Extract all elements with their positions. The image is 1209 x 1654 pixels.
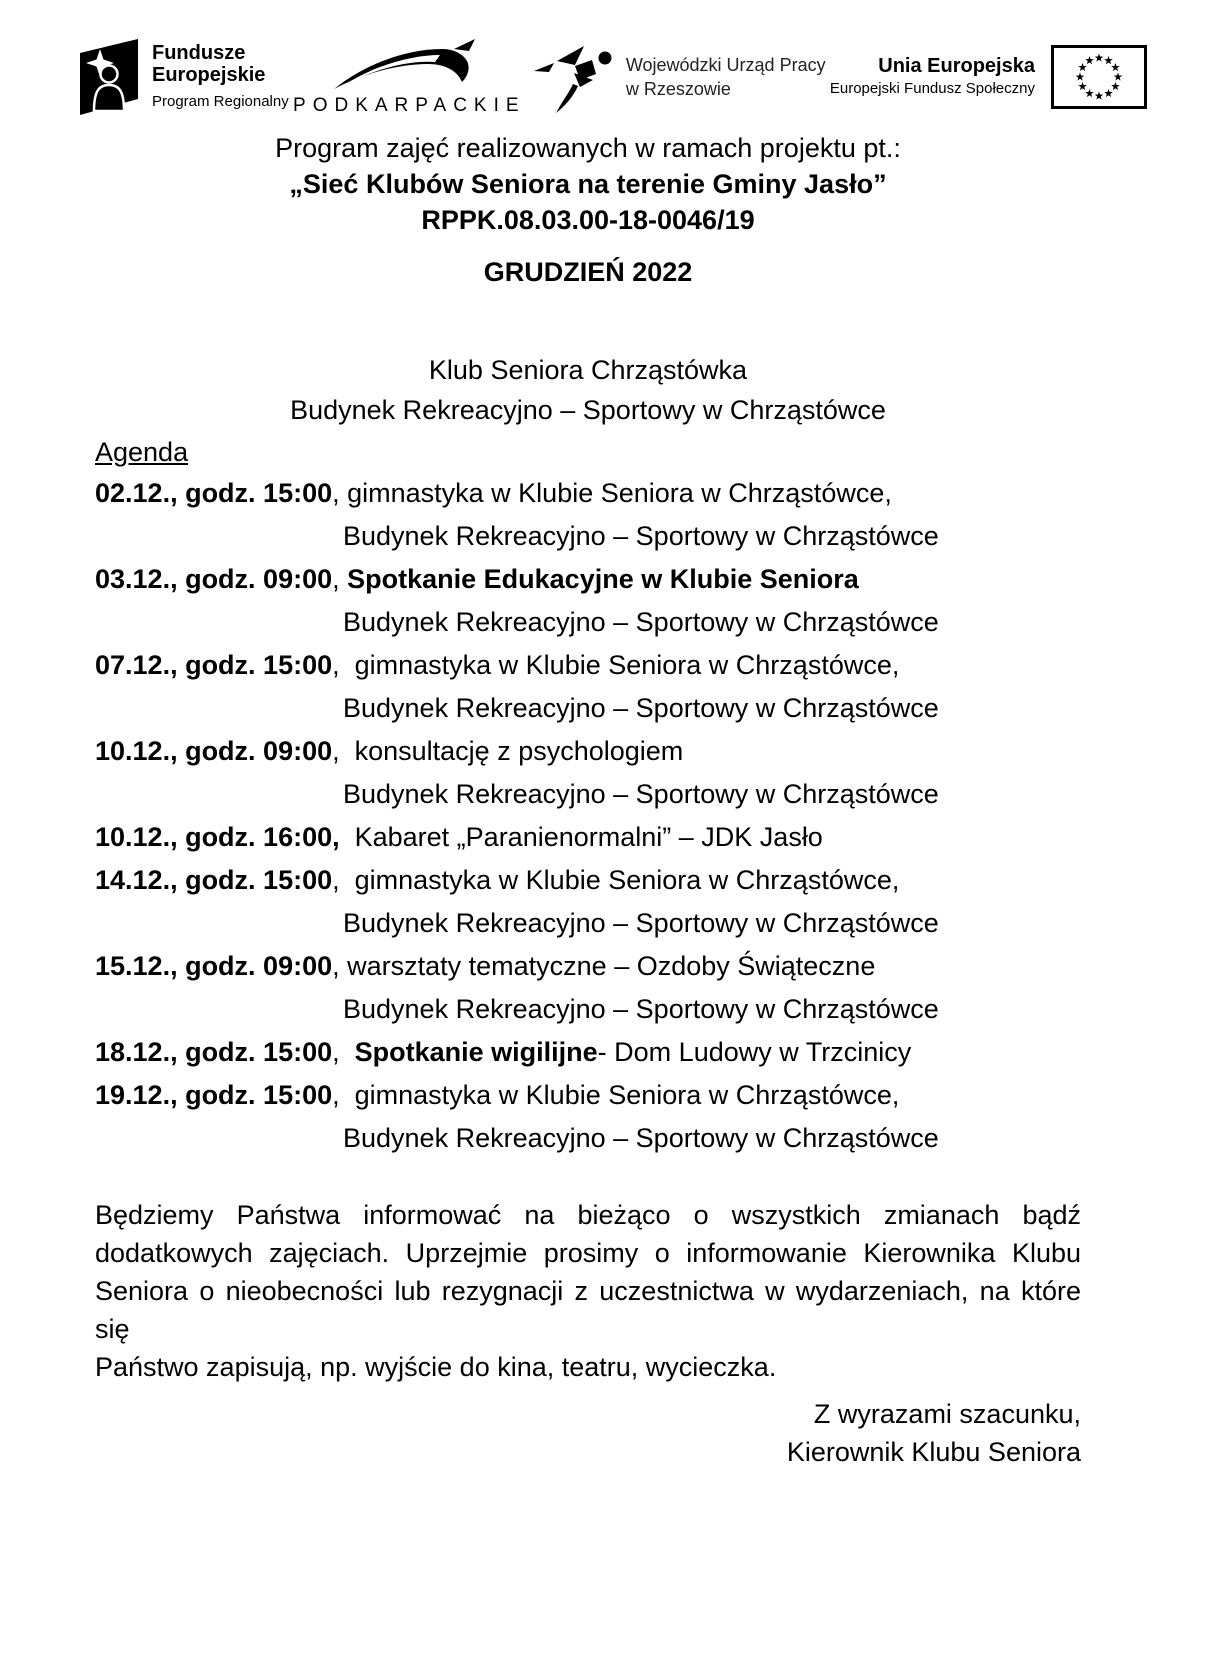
agenda-venue: Budynek Rekreacyjno – Sportowy w Chrząstówce — [343, 521, 939, 551]
agenda-item — [95, 859, 1081, 945]
eu-line2: Europejski Fundusz Społeczny — [829, 79, 1035, 97]
fe-line3: Program Regionalny — [152, 92, 289, 110]
fundusze-europejskie-wordmark — [152, 42, 289, 113]
agenda-time: 18.12., godz. 15:00 — [95, 1037, 333, 1067]
agenda-desc-bold: Spotkanie wigilijne — [354, 1037, 598, 1067]
agenda-item — [95, 1074, 1081, 1160]
agenda-venue: Budynek Rekreacyjno – Sportowy w Chrząstówce — [343, 994, 939, 1024]
fundusze-europejskie-flag-icon — [78, 37, 140, 117]
club-name: Klub Seniora Chrząstówka — [428, 355, 748, 385]
wup-bird-icon — [530, 39, 616, 115]
agenda-time: 19.12., godz. 15:00 — [95, 1080, 333, 1110]
club-venue: Budynek Rekreacyjno – Sportowy w Chrząstówce — [290, 395, 886, 425]
closing-line: Będziemy Państwa informować na bieżąco o wszystkich zmianach bądź — [95, 1200, 1081, 1230]
agenda-time: 10.12., godz. 09:00 — [95, 736, 333, 766]
agenda-line — [95, 945, 1081, 988]
agenda-time: 10.12., godz. 16:00, — [95, 822, 340, 852]
podkarpackie-label: PODKARPACKIE — [293, 95, 526, 116]
wup-line1: Wojewódzki Urząd Pracy — [625, 55, 826, 75]
agenda-line — [95, 730, 1081, 773]
closing-line: Seniora o nieobecności lub rezygnacji z uczestnictwa w wydarzeniach, na które się — [95, 1276, 1081, 1344]
agenda-desc: , gimnastyka w Klubie Seniora w Chrząstówce, — [332, 1080, 900, 1110]
wup-line2: w Rzeszowie — [625, 79, 731, 99]
agenda-time: 14.12., godz. 15:00 — [95, 865, 333, 895]
signoff — [95, 1395, 1081, 1471]
logo-wup-rzeszow — [530, 39, 826, 115]
agenda-venue: Budynek Rekreacyjno – Sportowy w Chrząstówce — [343, 779, 939, 809]
eu-flag-icon — [1051, 45, 1147, 109]
club-subtitle — [95, 350, 1081, 430]
agenda-item — [95, 558, 1081, 644]
agenda-desc: , — [332, 564, 348, 594]
agenda-desc: , warsztaty tematyczne – Ozdoby Świąteczne — [332, 951, 876, 981]
fe-line1: Fundusze — [152, 41, 246, 64]
agenda-list — [95, 472, 1081, 1160]
agenda-item — [95, 1031, 1081, 1074]
agenda-line — [95, 472, 1081, 515]
agenda-time: 03.12., godz. 09:00 — [95, 564, 333, 594]
agenda-desc: Kabaret „Paranienormalni” – JDK Jasło — [339, 822, 823, 852]
agenda-venue: Budynek Rekreacyjno – Sportowy w Chrząstówce — [343, 908, 939, 938]
closing-line: Państwo zapisują, np. wyjście do kina, teatru, wycieczka. — [95, 1352, 777, 1382]
logo-strip — [0, 0, 1209, 118]
agenda-desc-tail: - Dom Ludowy w Trzcinicy — [597, 1037, 912, 1067]
agenda-line — [95, 1074, 1081, 1117]
agenda-item — [95, 945, 1081, 1031]
agenda-item — [95, 816, 1081, 859]
closing-line: dodatkowych zajęciach. Uprzejmie prosimy o informowanie Kierownika Klubu — [95, 1238, 1081, 1268]
signoff-line1: Z wyrazami szacunku, — [813, 1399, 1081, 1429]
title-line3: RPPK.08.03.00-18-0046/19 — [421, 205, 755, 235]
title-line1: Program zajęć realizowanych w ramach projektu pt.: — [275, 133, 901, 163]
agenda-venue: Budynek Rekreacyjno – Sportowy w Chrząstówce — [343, 607, 939, 637]
agenda-line — [95, 859, 1081, 902]
agenda-desc-bold: Spotkanie Edukacyjne w Klubie Seniora — [347, 564, 859, 594]
agenda-line — [95, 558, 1081, 601]
document-title — [95, 130, 1081, 238]
agenda-item — [95, 730, 1081, 816]
agenda-line — [95, 644, 1081, 687]
agenda-time: 15.12., godz. 09:00 — [95, 951, 333, 981]
agenda-desc: , gimnastyka w Klubie Seniora w Chrząstówce, — [332, 478, 892, 508]
agenda-desc: , — [332, 1037, 355, 1067]
agenda-line — [95, 1031, 1081, 1074]
agenda-item — [95, 644, 1081, 730]
signoff-line2: Kierownik Klubu Seniora — [786, 1437, 1081, 1467]
agenda-desc: , gimnastyka w Klubie Seniora w Chrząstówce, — [332, 865, 900, 895]
agenda-time: 07.12., godz. 15:00 — [95, 650, 333, 680]
agenda-desc: , gimnastyka w Klubie Seniora w Chrząstówce, — [332, 650, 900, 680]
agenda-item — [95, 472, 1081, 558]
closing-paragraph — [95, 1196, 1081, 1386]
podkarpackie-mountains-icon — [330, 37, 488, 93]
agenda-desc: , konsultację z psychologiem — [332, 736, 684, 766]
agenda-time: 02.12., godz. 15:00 — [95, 478, 333, 508]
logo-podkarpackie — [293, 37, 526, 117]
agenda-heading: Agenda — [95, 437, 189, 467]
eu-line1: Unia Europejska — [878, 54, 1035, 77]
agenda-venue: Budynek Rekreacyjno – Sportowy w Chrząstówce — [343, 693, 939, 723]
logo-fundusze-europejskie — [78, 37, 289, 117]
eu-wordmark — [830, 56, 1035, 99]
logo-unia-europejska — [830, 45, 1147, 109]
agenda-venue: Budynek Rekreacyjno – Sportowy w Chrząstówce — [343, 1123, 939, 1153]
fe-line2: Europejskie — [152, 63, 266, 86]
wup-wordmark — [626, 53, 826, 101]
title-line2: „Sieć Klubów Seniora na terenie Gminy Jasło” — [289, 169, 887, 199]
agenda-line — [95, 816, 1081, 859]
month-heading: GRUDZIEŃ 2022 — [483, 257, 693, 287]
